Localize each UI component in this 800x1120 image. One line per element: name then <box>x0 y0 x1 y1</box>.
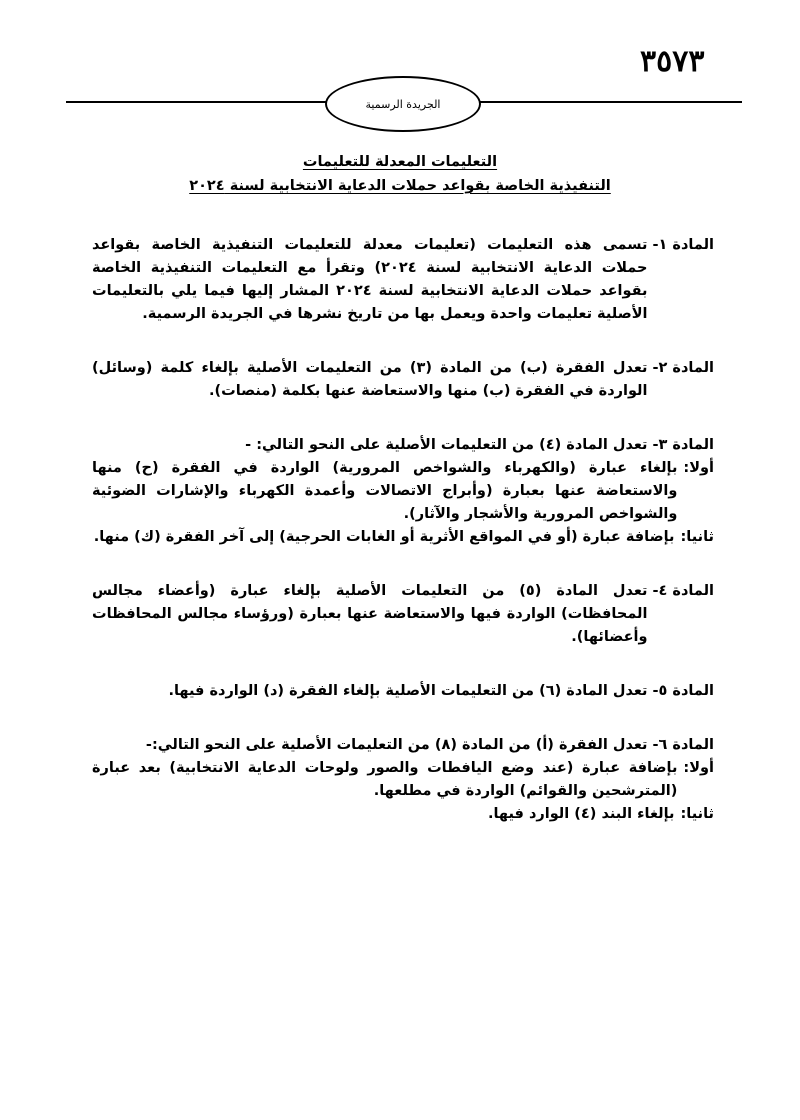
article-text: تسمى هذه التعليمات (تعليمات معدلة للتعليمات التنفيذية الخاصة بقواعد حملات الدعاية الانتخابية لسنة ٢٠٢٤) وتقرأ مع التعليمات التنفيذية الخاصة بقواعد حملات الدعاية الانتخابية لسنة ٢٠٢٤ المشار إليها فيما يلي بالتعليمات الأصلية تعليمات واحدة ويعمل بها من تاريخ نشرها في الجريدة الرسمية. <box>92 237 648 322</box>
document-title-line-2: التنفيذية الخاصة بقواعد حملات الدعاية الانتخابية لسنة ٢٠٢٤ <box>189 178 611 194</box>
clause-label: ثانيا: <box>680 806 714 822</box>
clause-text: بإلغاء البند (٤) الوارد فيها. <box>487 806 675 822</box>
clause-text: بإضافة عبارة (أو في المواقع الأثرية أو الغابات الحرجية) إلى آخر الفقرة (ك) منها. <box>93 529 675 545</box>
document-body <box>92 234 714 857</box>
document-title-line-1: التعليمات المعدلة للتعليمات <box>302 154 498 170</box>
article-number: المادة ٣- <box>652 437 714 453</box>
article-6-clause-2 <box>92 803 714 826</box>
article-number: المادة ٤- <box>652 583 714 599</box>
article-text: تعدل المادة (٤) من التعليمات الأصلية على النحو التالي: - <box>245 437 648 453</box>
article-3 <box>92 434 714 549</box>
article-text: تعدل المادة (٦) من التعليمات الأصلية بإلغاء الفقرة (د) الواردة فيها. <box>168 683 648 699</box>
clause-label: أولا: <box>683 760 714 776</box>
clause-text: بإلغاء عبارة (والكهرباء والشواخص المرورية) الواردة في الفقرة (ح) منها والاستعاضة عنها بعبارة (وأبراج الاتصالات وأعمدة الكهرباء والإشارات الضوئية والشواخص المرورية والأشجار والآثار). <box>92 460 678 522</box>
article-5 <box>92 680 714 703</box>
clause-label: أولا: <box>683 460 714 476</box>
document-titles <box>60 150 740 198</box>
article-number: المادة ١- <box>652 237 714 253</box>
article-text: تعدل المادة (٥) من التعليمات الأصلية بإلغاء عبارة (وأعضاء مجالس المحافظات) الواردة فيها والاستعاضة عنها بعبارة (ورؤساء مجالس المحافظات وأعضائها). <box>92 583 648 645</box>
article-3-clause-2 <box>92 526 714 549</box>
article-text: تعدل الفقرة (أ) من المادة (٨) من التعليمات الأصلية على النحو التالي:- <box>145 737 648 753</box>
article-2 <box>92 357 714 403</box>
clause-label: ثانيا: <box>680 529 714 545</box>
article-6 <box>92 734 714 826</box>
article-number: المادة ٥- <box>652 683 714 699</box>
gazette-masthead-oval <box>325 76 481 132</box>
gazette-masthead-label: الجريدة الرسمية <box>365 97 441 111</box>
article-6-clause-1 <box>92 757 714 803</box>
article-4 <box>92 580 714 649</box>
article-number: المادة ٢- <box>652 360 714 376</box>
clause-text: بإضافة عبارة (عند وضع اليافطات والصور ولوحات الدعاية الانتخابية) بعد عبارة (المترشحين والقوائم) الواردة في مطلعها. <box>92 760 678 799</box>
article-3-clause-1 <box>92 457 714 526</box>
article-text: تعدل الفقرة (ب) من المادة (٣) من التعليمات الأصلية بإلغاء كلمة (وسائل) الواردة في الفقرة (ب) منها والاستعاضة عنها بكلمة (منصات). <box>92 360 648 399</box>
page-number: ٣٥٧٣ <box>640 44 705 79</box>
article-1 <box>92 234 714 326</box>
article-number: المادة ٦- <box>652 737 714 753</box>
